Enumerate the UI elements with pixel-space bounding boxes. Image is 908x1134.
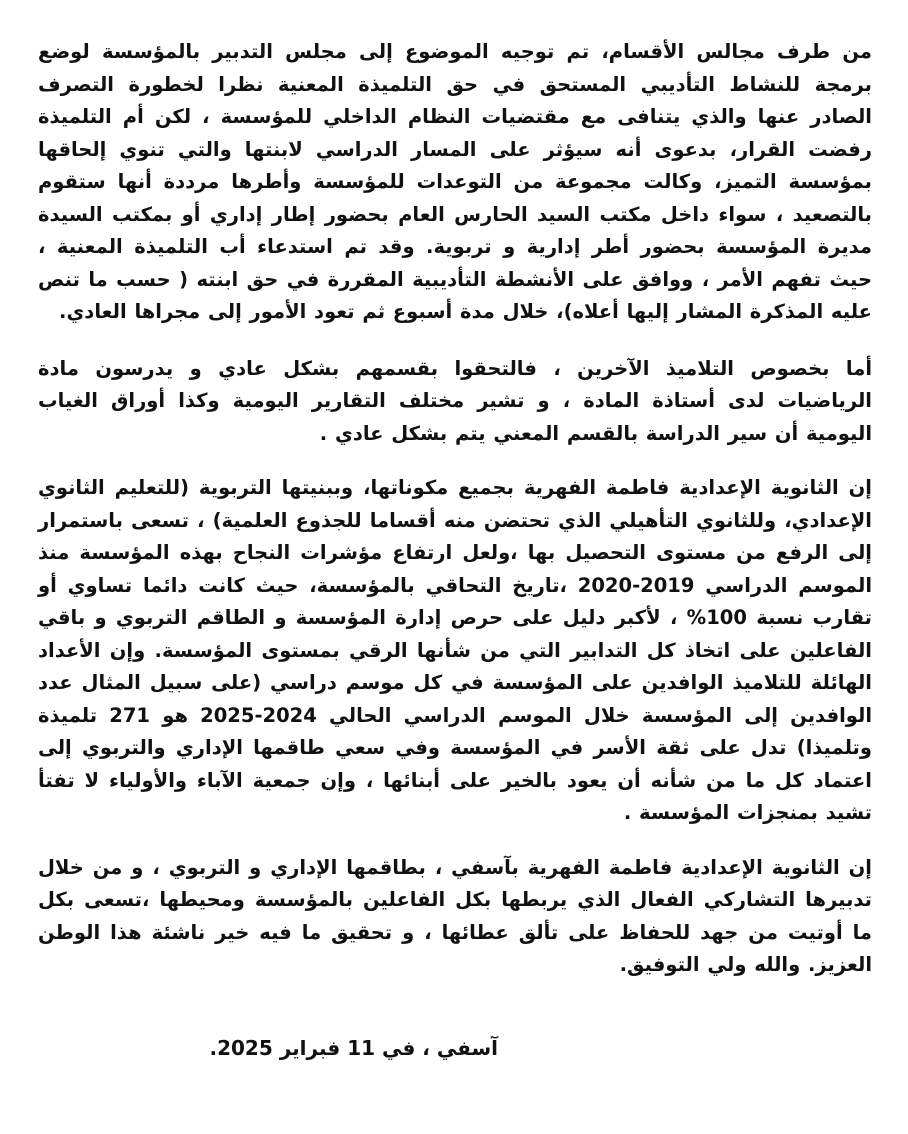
place-and-date: آسفي ، في 11 فبراير 2025.	[209, 1036, 498, 1060]
document-body	[38, 36, 872, 1006]
paragraph-school-achievements: إن الثانوية الإعدادية فاطمة الفهرية بجميع مكوناتها، وببنيتها التربوية (للتعليم الثانوي الإعدادي، وللثانوي التأهيلي الذي تحتضن منه أقساما للجذوع العلمية) ، تسعى باستمرار إلى الرفع من مستوى التحصيل بها ،ولعل ارتفاع مؤشرات النجاح بهذه المؤسسة منذ الموسم الدراسي 2019-2020 ،تاريخ التحاقي بالمؤسسة، حيث كانت دائما تساوي أو تقارب نسبة 100% ، لأكبر دليل على حرص إدارة المؤسسة و الطاقم التربوي و باقي الفاعلين على اتخاذ كل التدابير التي من شأنها الرقي بمستوى المؤسسة. وإن الأعداد الهائلة للتلاميذ الوافدين على المؤسسة في كل موسم دراسي (على سبيل المثال عدد الوافدين إلى المؤسسة خلال الموسم الدراسي الحالي 2024-2025 هو 271 تلميذة وتلميذا) تدل على ثقة الأسر في المؤسسة وفي سعي طاقمها الإداري والتربوي إلى اعتماد كل ما من شأنه أن يعود بالخير على أبنائها ، وإن جمعية الآباء والأولياء لا تفتأ تشيد بمنجزات المؤسسة .	[38, 476, 873, 824]
paragraph-other-students: أما بخصوص التلاميذ الآخرين ، فالتحقوا بقسمهم بشكل عادي و يدرسون مادة الرياضيات لدى أستاذة المادة ، و تشير مختلف التقارير اليومية وكذا أوراق الغياب اليومية أن سير الدراسة بالقسم المعني يتم بشكل عادي .	[38, 356, 872, 445]
paragraph-disciplinary-procedure: من طرف مجالس الأقسام، تم توجيه الموضوع إلى مجلس التدبير بالمؤسسة لوضع برمجة للنشاط التأديبي المستحق في حق التلميذة المعنية نظرا لخطورة التصرف الصادر عنها والذي يتنافى مع مقتضيات النظام الداخلي للمؤسسة ، لكن أم التلميذة رفضت القرار، بدعوى أنه سيؤثر على المسار الدراسي لابنتها والتي تنوي إلحاقها بمؤسسة التميز، وكالت مجموعة من التوعدات للمؤسسة وأطرها مرددة أنها ستقوم بالتصعيد ، سواء داخل مكتب السيد الحارس العام بحضور إطار إداري أو بمكتب السيدة مديرة المؤسسة بحضور أطر إدارية و تربوية. وقد تم استدعاء أب التلميذة المعنية ، حيث تفهم الأمر ، ووافق على الأنشطة التأديبية المقررة في حق ابنته ( حسب ما تنص عليه المذكرة المشار إليها أعلاه)، خلال مدة أسبوع ثم تعود الأمور إلى مجراها العادي.	[38, 40, 872, 323]
paragraph-closing: إن الثانوية الإعدادية فاطمة الفهرية بآسفي ، بطاقمها الإداري و التربوي ، و من خلال تدبيرها التشاركي الفعال الذي يربطها بكل الفاعلين بالمؤسسة ومحيطها ،تسعى بكل ما أوتيت من جهد للحفاظ على تألق عطائها ، و تحقيق ما فيه خير ناشئة هذا الوطن العزيز. والله ولي التوفيق.	[38, 855, 872, 976]
